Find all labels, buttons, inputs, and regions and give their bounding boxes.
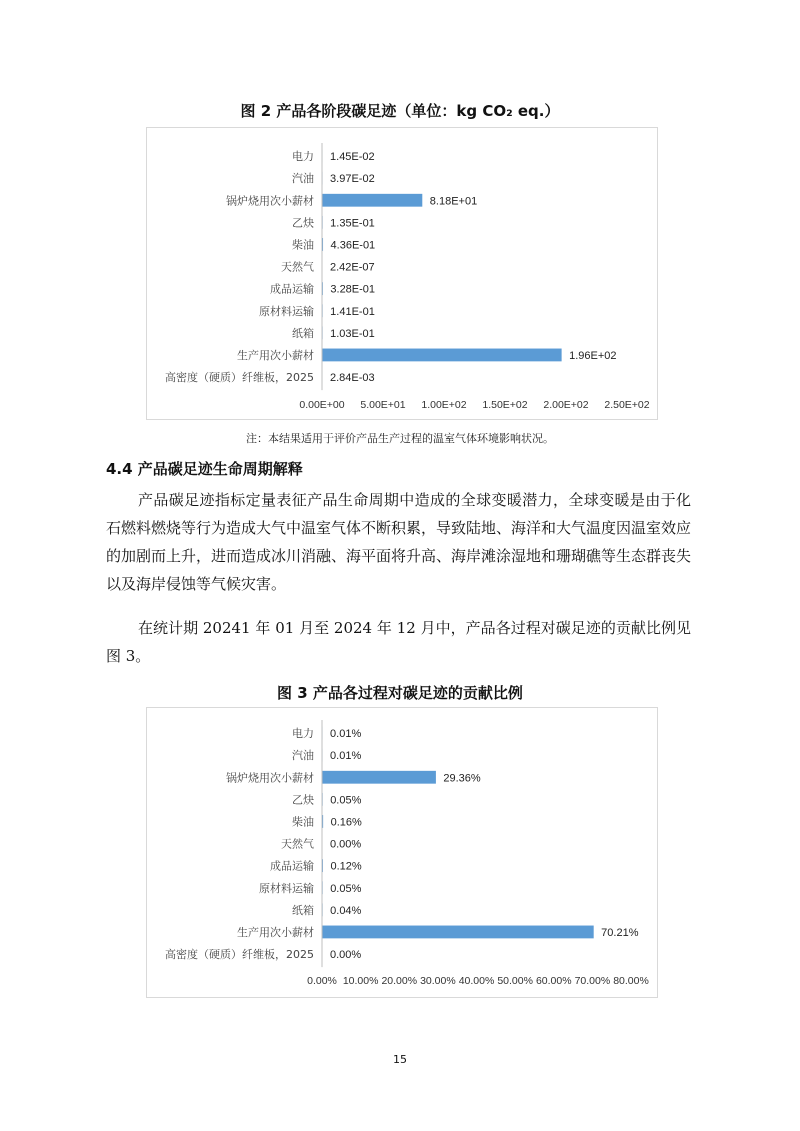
figure-3-chart	[146, 707, 658, 998]
category-label: 汽油	[292, 172, 314, 186]
data-label: 1.03E-01	[330, 327, 375, 340]
category-label: 高密度（硬质）纤维板，2025	[165, 948, 314, 962]
data-label: 70.21%	[601, 926, 639, 939]
data-label: 4.36E-01	[330, 239, 376, 252]
figure-3-title: 图 3 产品各过程对碳足迹的贡献比例	[277, 684, 523, 702]
data-label: 0.00%	[330, 838, 362, 851]
category-label: 原材料运输	[259, 881, 314, 895]
category-label: 柴油	[292, 815, 314, 829]
section-paragraph-2: 在统计期 20241 年 01 月至 2024 年 12 月中，产品各过程对碳足迹的贡献比例见图 3。	[106, 619, 691, 665]
data-label: 1.45E-02	[330, 151, 375, 164]
data-label: 8.18E+01	[429, 195, 478, 208]
category-label: 成品运输	[270, 282, 314, 296]
category-label: 天然气	[281, 260, 314, 274]
page-number: 15	[393, 1053, 407, 1066]
x-tick-label: 30.00%	[420, 975, 456, 987]
category-label: 生产用次小薪材	[237, 348, 314, 362]
data-label: 0.00%	[330, 949, 362, 962]
category-label: 锅炉烧用次小薪材	[226, 771, 314, 785]
x-tick-label: 60.00%	[535, 975, 572, 987]
category-label: 天然气	[281, 837, 314, 851]
data-label: 0.05%	[330, 794, 362, 807]
bar	[323, 815, 324, 828]
x-tick-label: 5.00E+01	[360, 399, 406, 411]
category-label: 电力	[292, 727, 314, 741]
data-label: 2.84E-03	[330, 372, 375, 385]
section-paragraph-1: 产品碳足迹指标定量表征产品生命周期中造成的全球变暖潜力，全球变暖是由于化石燃料燃烧等行为造成大气中温室气体不断积累，导致陆地、海洋和大气温度因温室效应的加剧而上升，进而造成冰川消融、海平面将升高、海岸滩涂湿地和珊瑚礁等生态群丧失以及海岸侵蚀等气候灾害。	[106, 491, 692, 593]
category-label: 汽油	[292, 749, 314, 763]
category-label: 高密度（硬质）纤维板，2025	[165, 371, 314, 385]
data-label: 1.35E-01	[330, 217, 375, 230]
data-label: 0.12%	[330, 860, 362, 873]
category-label: 柴油	[292, 238, 314, 252]
bar	[323, 926, 594, 939]
data-label: 2.42E-07	[330, 261, 375, 274]
figure-3-chart-svg	[147, 708, 657, 997]
bar	[323, 238, 324, 251]
bar	[323, 194, 423, 207]
x-tick-label: 0.00%	[307, 975, 337, 987]
x-tick-label: 50.00%	[497, 975, 533, 987]
category-label: 乙炔	[292, 793, 314, 807]
category-label: 纸箱	[292, 903, 314, 917]
category-label: 纸箱	[292, 326, 314, 340]
data-label: 3.28E-01	[330, 283, 376, 296]
category-label: 乙炔	[292, 216, 314, 230]
x-tick-label: 2.00E+02	[543, 399, 589, 411]
data-label: 3.97E-02	[330, 173, 375, 186]
x-tick-label: 80.00%	[613, 975, 649, 987]
category-label: 锅炉烧用次小薪材	[226, 194, 314, 208]
x-tick-label: 1.00E+02	[421, 399, 467, 411]
x-tick-label: 2.50E+02	[604, 399, 650, 411]
x-tick-label: 1.50E+02	[482, 399, 528, 411]
figure-2-title: 图 2 产品各阶段碳足迹（单位：kg CO₂ eq.）	[240, 102, 560, 120]
section-heading: 4.4 产品碳足迹生命周期解释	[106, 460, 303, 478]
x-tick-label: 20.00%	[381, 975, 418, 987]
category-label: 成品运输	[270, 859, 314, 873]
bar	[323, 349, 562, 362]
bar	[323, 771, 436, 784]
figure-2-chart	[146, 127, 658, 420]
x-tick-label: 40.00%	[458, 975, 495, 987]
data-label: 0.01%	[330, 750, 362, 763]
figure-2-chart-svg	[147, 128, 657, 419]
data-label: 1.41E-01	[330, 305, 375, 318]
category-label: 生产用次小薪材	[237, 925, 314, 939]
data-label: 0.16%	[330, 816, 362, 829]
data-label: 0.01%	[330, 728, 362, 741]
category-label: 电力	[292, 150, 314, 164]
x-tick-label: 0.00E+00	[299, 399, 345, 411]
data-label: 0.05%	[330, 882, 362, 895]
data-label: 29.36%	[443, 772, 481, 785]
data-label: 0.04%	[330, 904, 362, 917]
category-label: 原材料运输	[259, 304, 314, 318]
figure-2-note: 注：本结果适用于评价产品生产过程的温室气体环境影响状况。	[246, 432, 554, 445]
data-label: 1.96E+02	[569, 349, 617, 362]
x-tick-label: 70.00%	[574, 975, 611, 987]
x-tick-label: 10.00%	[342, 975, 379, 987]
